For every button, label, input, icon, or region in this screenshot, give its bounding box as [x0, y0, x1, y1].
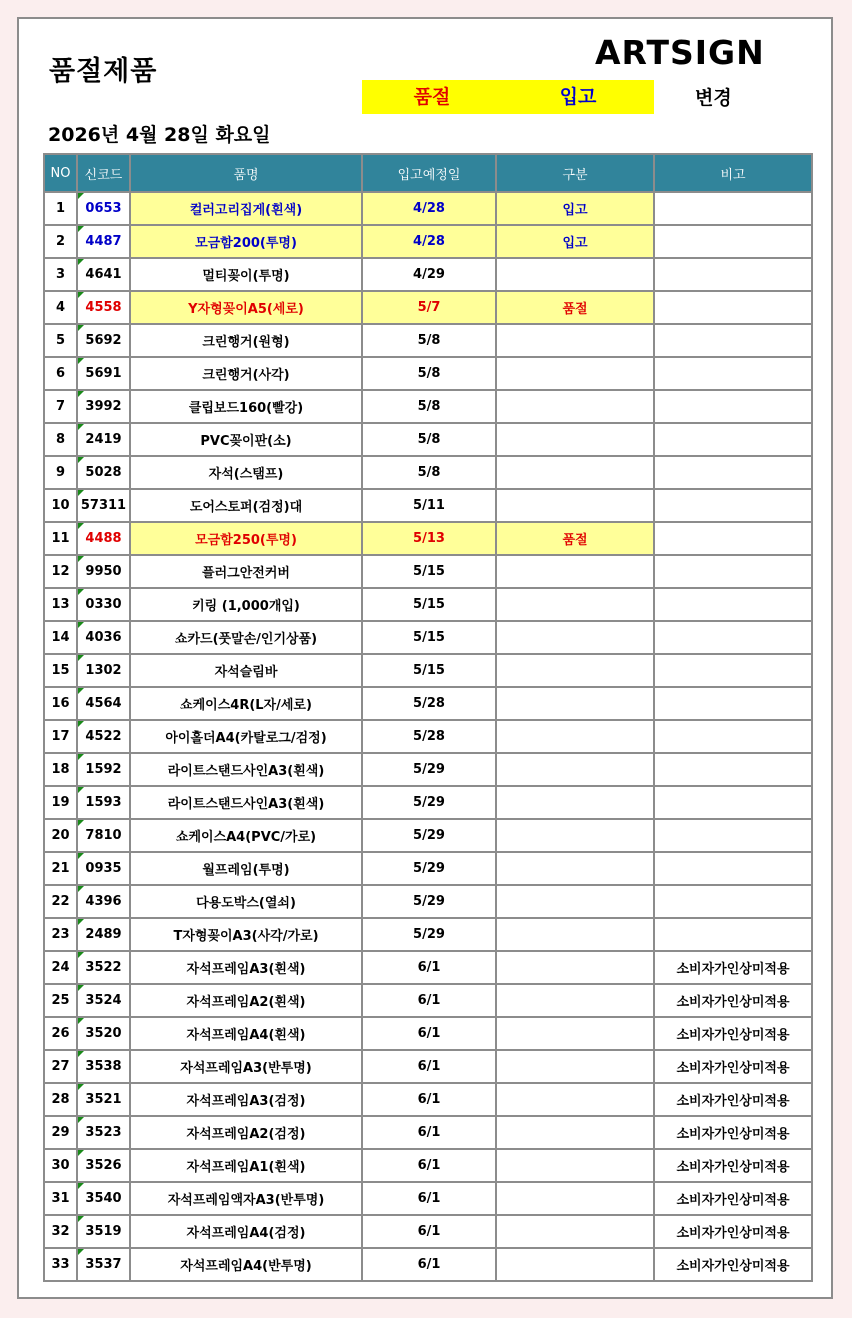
cell-date: 5/15 — [362, 654, 496, 687]
cell-date: 5/8 — [362, 390, 496, 423]
cell-no: 26 — [44, 1017, 77, 1050]
table-row — [44, 1215, 812, 1248]
legend-in-stock: 입고 — [559, 86, 597, 108]
cell-note — [654, 291, 812, 324]
cell-date: 5/28 — [362, 687, 496, 720]
cell-note — [654, 390, 812, 423]
cell-no: 27 — [44, 1050, 77, 1083]
cell-no: 30 — [44, 1149, 77, 1182]
cell-code: 4522 — [77, 720, 130, 753]
cell-no: 4 — [44, 291, 77, 324]
cell-type — [496, 390, 654, 423]
cell-no: 23 — [44, 918, 77, 951]
table-row — [44, 225, 812, 258]
cell-name: 자석프레임A4(검정) — [130, 1215, 362, 1248]
cell-name: 아이홀더A4(카탈로그/검정) — [130, 720, 362, 753]
cell-code: 1593 — [77, 786, 130, 819]
cell-code: 1302 — [77, 654, 130, 687]
cell-code: 7810 — [77, 819, 130, 852]
cell-note: 소비자가인상미적용 — [654, 1083, 812, 1116]
table-row — [44, 852, 812, 885]
cell-date: 6/1 — [362, 984, 496, 1017]
cell-note — [654, 555, 812, 588]
cell-name: 모금함200(투명) — [130, 225, 362, 258]
page-title: 품절제품 — [49, 56, 158, 87]
cell-no: 19 — [44, 786, 77, 819]
cell-name: 자석프레임액자A3(반투명) — [130, 1182, 362, 1215]
cell-code: 2419 — [77, 423, 130, 456]
cell-code: 3522 — [77, 951, 130, 984]
cell-note — [654, 192, 812, 225]
cell-note — [654, 258, 812, 291]
status-legend — [362, 80, 654, 114]
cell-code: 4564 — [77, 687, 130, 720]
cell-type — [496, 918, 654, 951]
cell-code: 3521 — [77, 1083, 130, 1116]
cell-code: 3523 — [77, 1116, 130, 1149]
cell-type — [496, 489, 654, 522]
col-header-name: 품명 — [130, 154, 362, 192]
cell-type — [496, 258, 654, 291]
cell-type — [496, 885, 654, 918]
cell-code: 5691 — [77, 357, 130, 390]
col-header-type: 구분 — [496, 154, 654, 192]
cell-code: 4396 — [77, 885, 130, 918]
cell-note — [654, 753, 812, 786]
cell-code: 4558 — [77, 291, 130, 324]
col-header-date: 입고예정일 — [362, 154, 496, 192]
cell-no: 5 — [44, 324, 77, 357]
table-row — [44, 1149, 812, 1182]
table-row — [44, 258, 812, 291]
cell-name: 도어스토퍼(검정)대 — [130, 489, 362, 522]
table-row — [44, 291, 812, 324]
cell-date: 5/8 — [362, 357, 496, 390]
cell-date: 5/29 — [362, 819, 496, 852]
cell-name: 클립보드160(빨강) — [130, 390, 362, 423]
table-row — [44, 687, 812, 720]
table-row — [44, 588, 812, 621]
cell-date: 5/11 — [362, 489, 496, 522]
cell-no: 33 — [44, 1248, 77, 1281]
cell-type — [496, 720, 654, 753]
cell-name: 플러그안전커버 — [130, 555, 362, 588]
cell-type: 입고 — [496, 225, 654, 258]
cell-no: 13 — [44, 588, 77, 621]
legend-change: 변경 — [695, 87, 732, 109]
cell-no: 2 — [44, 225, 77, 258]
cell-no: 17 — [44, 720, 77, 753]
table-row — [44, 1083, 812, 1116]
cell-no: 15 — [44, 654, 77, 687]
cell-code: 3524 — [77, 984, 130, 1017]
cell-type — [496, 1017, 654, 1050]
cell-no: 18 — [44, 753, 77, 786]
cell-date: 6/1 — [362, 1215, 496, 1248]
cell-note: 소비자가인상미적용 — [654, 1248, 812, 1281]
cell-code: 3992 — [77, 390, 130, 423]
cell-name: 키링 (1,000개입) — [130, 588, 362, 621]
cell-name: 쇼케이스A4(PVC/가로) — [130, 819, 362, 852]
cell-code: 57311 — [77, 489, 130, 522]
cell-type — [496, 555, 654, 588]
cell-type — [496, 456, 654, 489]
cell-name: 다용도박스(열쇠) — [130, 885, 362, 918]
table-row — [44, 786, 812, 819]
cell-name: 자석프레임A2(검정) — [130, 1116, 362, 1149]
cell-name: 자석(스탬프) — [130, 456, 362, 489]
cell-type: 품절 — [496, 291, 654, 324]
cell-note — [654, 357, 812, 390]
cell-date: 6/1 — [362, 1149, 496, 1182]
cell-name: 자석프레임A3(흰색) — [130, 951, 362, 984]
cell-date: 6/1 — [362, 1083, 496, 1116]
cell-type — [496, 1248, 654, 1281]
cell-note: 소비자가인상미적용 — [654, 1182, 812, 1215]
cell-no: 21 — [44, 852, 77, 885]
document-sheet — [17, 17, 833, 1299]
cell-note — [654, 588, 812, 621]
cell-date: 4/28 — [362, 192, 496, 225]
cell-code: 3537 — [77, 1248, 130, 1281]
cell-no: 29 — [44, 1116, 77, 1149]
cell-note — [654, 786, 812, 819]
cell-code: 4036 — [77, 621, 130, 654]
cell-type — [496, 357, 654, 390]
cell-name: 자석프레임A4(흰색) — [130, 1017, 362, 1050]
cell-note: 소비자가인상미적용 — [654, 1215, 812, 1248]
cell-type — [496, 423, 654, 456]
cell-name: 라이트스탠드사인A3(흰색) — [130, 786, 362, 819]
col-header-code: 신코드 — [77, 154, 130, 192]
table-row — [44, 324, 812, 357]
cell-no: 24 — [44, 951, 77, 984]
table-row — [44, 489, 812, 522]
cell-date: 5/8 — [362, 456, 496, 489]
cell-type — [496, 984, 654, 1017]
cell-no: 11 — [44, 522, 77, 555]
cell-type — [496, 654, 654, 687]
table-row — [44, 819, 812, 852]
cell-note: 소비자가인상미적용 — [654, 1017, 812, 1050]
table-row — [44, 1248, 812, 1281]
cell-date: 5/15 — [362, 555, 496, 588]
cell-date: 4/29 — [362, 258, 496, 291]
cell-date: 6/1 — [362, 951, 496, 984]
cell-type — [496, 1083, 654, 1116]
cell-no: 6 — [44, 357, 77, 390]
col-header-no: NO — [44, 154, 77, 192]
cell-no: 32 — [44, 1215, 77, 1248]
cell-note: 소비자가인상미적용 — [654, 1116, 812, 1149]
cell-type — [496, 687, 654, 720]
cell-name: 쇼카드(풋말손/인기상품) — [130, 621, 362, 654]
brand-logo: ARTSIGN — [595, 33, 765, 72]
cell-note — [654, 654, 812, 687]
cell-date: 5/29 — [362, 885, 496, 918]
cell-no: 3 — [44, 258, 77, 291]
cell-name: 모금함250(투명) — [130, 522, 362, 555]
cell-date: 5/8 — [362, 423, 496, 456]
cell-type — [496, 1182, 654, 1215]
cell-type — [496, 852, 654, 885]
cell-type — [496, 1116, 654, 1149]
cell-no: 14 — [44, 621, 77, 654]
cell-name: 자석프레임A1(흰색) — [130, 1149, 362, 1182]
cell-note — [654, 720, 812, 753]
cell-no: 12 — [44, 555, 77, 588]
cell-type — [496, 1050, 654, 1083]
cell-name: 멀티꽂이(투명) — [130, 258, 362, 291]
cell-note: 소비자가인상미적용 — [654, 1050, 812, 1083]
cell-name: 자석슬림바 — [130, 654, 362, 687]
cell-type — [496, 621, 654, 654]
cell-no: 10 — [44, 489, 77, 522]
cell-name: Y자형꽂이A5(세로) — [130, 291, 362, 324]
cell-no: 20 — [44, 819, 77, 852]
cell-code: 0935 — [77, 852, 130, 885]
cell-note — [654, 225, 812, 258]
cell-note: 소비자가인상미적용 — [654, 951, 812, 984]
cell-code: 3526 — [77, 1149, 130, 1182]
cell-note — [654, 456, 812, 489]
cell-code: 5692 — [77, 324, 130, 357]
cell-no: 9 — [44, 456, 77, 489]
table-header-row — [44, 154, 812, 192]
table-row — [44, 522, 812, 555]
cell-type — [496, 1215, 654, 1248]
table-row — [44, 390, 812, 423]
cell-note — [654, 324, 812, 357]
cell-type — [496, 951, 654, 984]
table-row — [44, 753, 812, 786]
cell-date: 5/28 — [362, 720, 496, 753]
cell-note — [654, 522, 812, 555]
cell-date: 6/1 — [362, 1248, 496, 1281]
cell-name: 컬러고리집게(흰색) — [130, 192, 362, 225]
cell-note: 소비자가인상미적용 — [654, 1149, 812, 1182]
cell-date: 5/13 — [362, 522, 496, 555]
cell-name: PVC꽂이판(소) — [130, 423, 362, 456]
cell-name: 월프레임(투명) — [130, 852, 362, 885]
table-row — [44, 621, 812, 654]
cell-type — [496, 588, 654, 621]
table-row — [44, 423, 812, 456]
cell-date: 4/28 — [362, 225, 496, 258]
cell-date: 5/7 — [362, 291, 496, 324]
cell-name: 라이트스탠드사인A3(흰색) — [130, 753, 362, 786]
table-row — [44, 1116, 812, 1149]
cell-no: 28 — [44, 1083, 77, 1116]
cell-date: 5/15 — [362, 621, 496, 654]
cell-no: 25 — [44, 984, 77, 1017]
cell-name: 크린행거(사각) — [130, 357, 362, 390]
cell-no: 31 — [44, 1182, 77, 1215]
legend-sold-out: 품절 — [413, 86, 451, 108]
table-row — [44, 720, 812, 753]
table-row — [44, 984, 812, 1017]
product-table — [43, 153, 813, 1282]
cell-note — [654, 819, 812, 852]
table-row — [44, 654, 812, 687]
cell-type — [496, 786, 654, 819]
table-row — [44, 357, 812, 390]
cell-note — [654, 621, 812, 654]
table-row — [44, 1017, 812, 1050]
cell-name: 자석프레임A4(반투명) — [130, 1248, 362, 1281]
table-row — [44, 456, 812, 489]
cell-date: 5/29 — [362, 852, 496, 885]
cell-date: 6/1 — [362, 1182, 496, 1215]
cell-code: 4488 — [77, 522, 130, 555]
cell-name: 자석프레임A3(검정) — [130, 1083, 362, 1116]
cell-note — [654, 489, 812, 522]
table-row — [44, 1182, 812, 1215]
cell-note: 소비자가인상미적용 — [654, 984, 812, 1017]
cell-code: 2489 — [77, 918, 130, 951]
cell-note — [654, 687, 812, 720]
cell-no: 8 — [44, 423, 77, 456]
cell-type — [496, 1149, 654, 1182]
cell-name: T자형꽂이A3(사각/가로) — [130, 918, 362, 951]
cell-code: 0653 — [77, 192, 130, 225]
cell-no: 7 — [44, 390, 77, 423]
cell-note — [654, 918, 812, 951]
cell-code: 3519 — [77, 1215, 130, 1248]
cell-date: 5/29 — [362, 918, 496, 951]
cell-name: 자석프레임A2(흰색) — [130, 984, 362, 1017]
col-header-note: 비고 — [654, 154, 812, 192]
cell-no: 22 — [44, 885, 77, 918]
cell-date: 5/29 — [362, 786, 496, 819]
cell-type — [496, 324, 654, 357]
cell-code: 1592 — [77, 753, 130, 786]
cell-code: 3540 — [77, 1182, 130, 1215]
cell-code: 0330 — [77, 588, 130, 621]
table-row — [44, 918, 812, 951]
cell-date: 5/8 — [362, 324, 496, 357]
cell-date: 6/1 — [362, 1017, 496, 1050]
cell-note — [654, 852, 812, 885]
table-row — [44, 192, 812, 225]
cell-code: 3538 — [77, 1050, 130, 1083]
cell-type — [496, 819, 654, 852]
cell-code: 9950 — [77, 555, 130, 588]
table-row — [44, 885, 812, 918]
table-row — [44, 555, 812, 588]
cell-date: 6/1 — [362, 1116, 496, 1149]
cell-note — [654, 885, 812, 918]
cell-name: 크린행거(원형) — [130, 324, 362, 357]
table-row — [44, 951, 812, 984]
table-row — [44, 1050, 812, 1083]
cell-date: 6/1 — [362, 1050, 496, 1083]
cell-date: 5/15 — [362, 588, 496, 621]
cell-type — [496, 753, 654, 786]
report-date: 2026년 4월 28일 화요일 — [48, 124, 271, 146]
cell-no: 16 — [44, 687, 77, 720]
cell-code: 3520 — [77, 1017, 130, 1050]
cell-date: 5/29 — [362, 753, 496, 786]
cell-code: 5028 — [77, 456, 130, 489]
cell-name: 쇼케이스4R(L자/세로) — [130, 687, 362, 720]
cell-no: 1 — [44, 192, 77, 225]
cell-code: 4641 — [77, 258, 130, 291]
cell-note — [654, 423, 812, 456]
cell-type: 입고 — [496, 192, 654, 225]
cell-name: 자석프레임A3(반투명) — [130, 1050, 362, 1083]
cell-code: 4487 — [77, 225, 130, 258]
cell-type: 품절 — [496, 522, 654, 555]
